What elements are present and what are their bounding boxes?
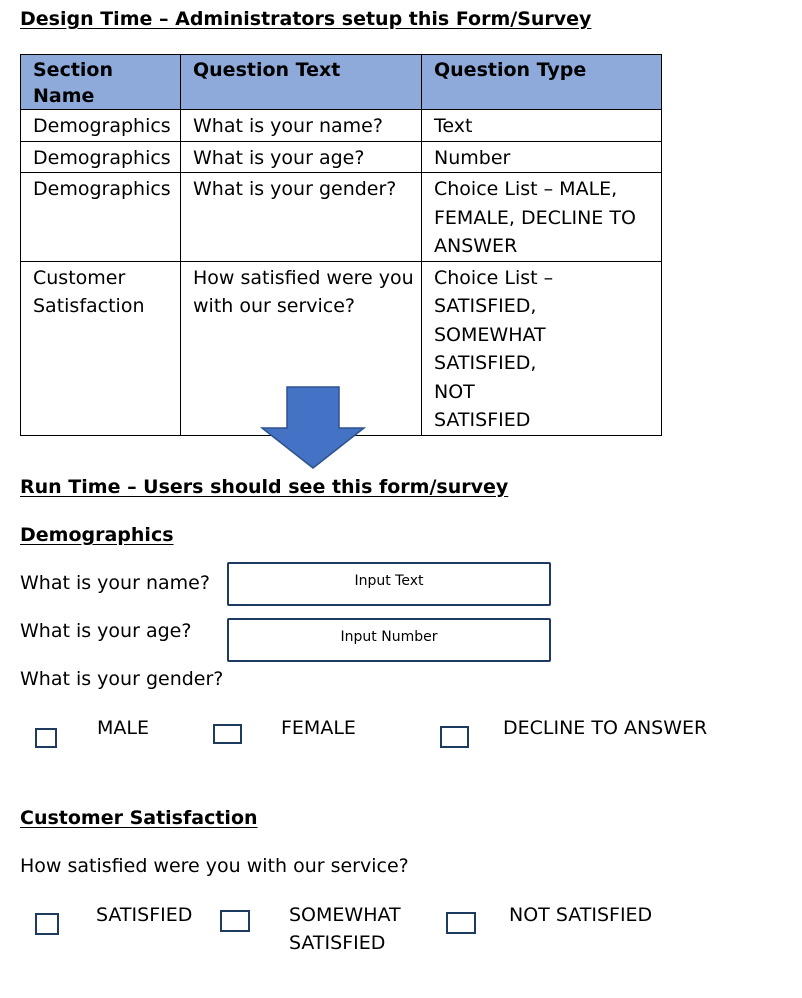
table-cell-question-text: How satisfied were you with our service? bbox=[181, 261, 422, 435]
table-cell-question-type: Choice List – MALE, FEMALE, DECLINE TO ANSWER bbox=[422, 173, 662, 262]
table-header-row bbox=[21, 55, 662, 110]
design-time-heading: Design Time – Administrators setup this Form/Survey bbox=[20, 8, 592, 30]
table-cell-question-text: What is your age? bbox=[181, 141, 422, 173]
checkbox-somewhat-satisfied[interactable] bbox=[220, 910, 250, 932]
table-row bbox=[21, 110, 662, 142]
option-label-satisfied: SATISFIED bbox=[96, 904, 193, 926]
table-cell-question-text: What is your gender? bbox=[181, 173, 422, 262]
table-cell-section: Demographics bbox=[21, 173, 181, 262]
table-cell-question-type: Choice List – SATISFIED, SOMEWHAT SATISFIED, NOT SATISFIED bbox=[422, 261, 662, 435]
checkbox-female[interactable] bbox=[213, 724, 242, 744]
table-row bbox=[21, 173, 662, 262]
option-label-female: FEMALE bbox=[281, 717, 356, 739]
gender-question: What is your gender? bbox=[20, 668, 224, 690]
column-header-question-type: Question Type bbox=[422, 55, 662, 110]
checkbox-decline[interactable] bbox=[440, 726, 469, 748]
table-cell-section: Demographics bbox=[21, 141, 181, 173]
checkbox-male[interactable] bbox=[35, 728, 57, 748]
table-cell-question-type: Text bbox=[422, 110, 662, 142]
option-label-not-satisfied: NOT SATISFIED bbox=[509, 904, 653, 926]
name-question: What is your name? bbox=[20, 572, 210, 594]
column-header-section: Section Name bbox=[21, 55, 181, 110]
option-label-decline: DECLINE TO ANSWER bbox=[503, 717, 708, 739]
table-cell-section: Customer Satisfaction bbox=[21, 261, 181, 435]
satisfaction-section-title: Customer Satisfaction bbox=[20, 807, 258, 829]
arrow-down-icon bbox=[260, 386, 366, 470]
option-label-male: MALE bbox=[97, 717, 149, 739]
table-row bbox=[21, 141, 662, 173]
table-cell-question-type: Number bbox=[422, 141, 662, 173]
age-question: What is your age? bbox=[20, 620, 192, 642]
checkbox-not-satisfied[interactable] bbox=[446, 912, 476, 934]
option-label-somewhat-satisfied: SOMEWHAT SATISFIED bbox=[289, 904, 401, 954]
design-table bbox=[20, 54, 662, 436]
demographics-section-title: Demographics bbox=[20, 524, 174, 546]
table-cell-question-text: What is your name? bbox=[181, 110, 422, 142]
checkbox-satisfied[interactable] bbox=[35, 913, 59, 935]
table-cell-section: Demographics bbox=[21, 110, 181, 142]
column-header-question-text: Question Text bbox=[181, 55, 422, 110]
run-time-heading: Run Time – Users should see this form/survey bbox=[20, 476, 509, 498]
satisfaction-question: How satisfied were you with our service? bbox=[20, 855, 409, 877]
name-input[interactable]: Input Text bbox=[227, 562, 551, 606]
age-input[interactable]: Input Number bbox=[227, 618, 551, 662]
